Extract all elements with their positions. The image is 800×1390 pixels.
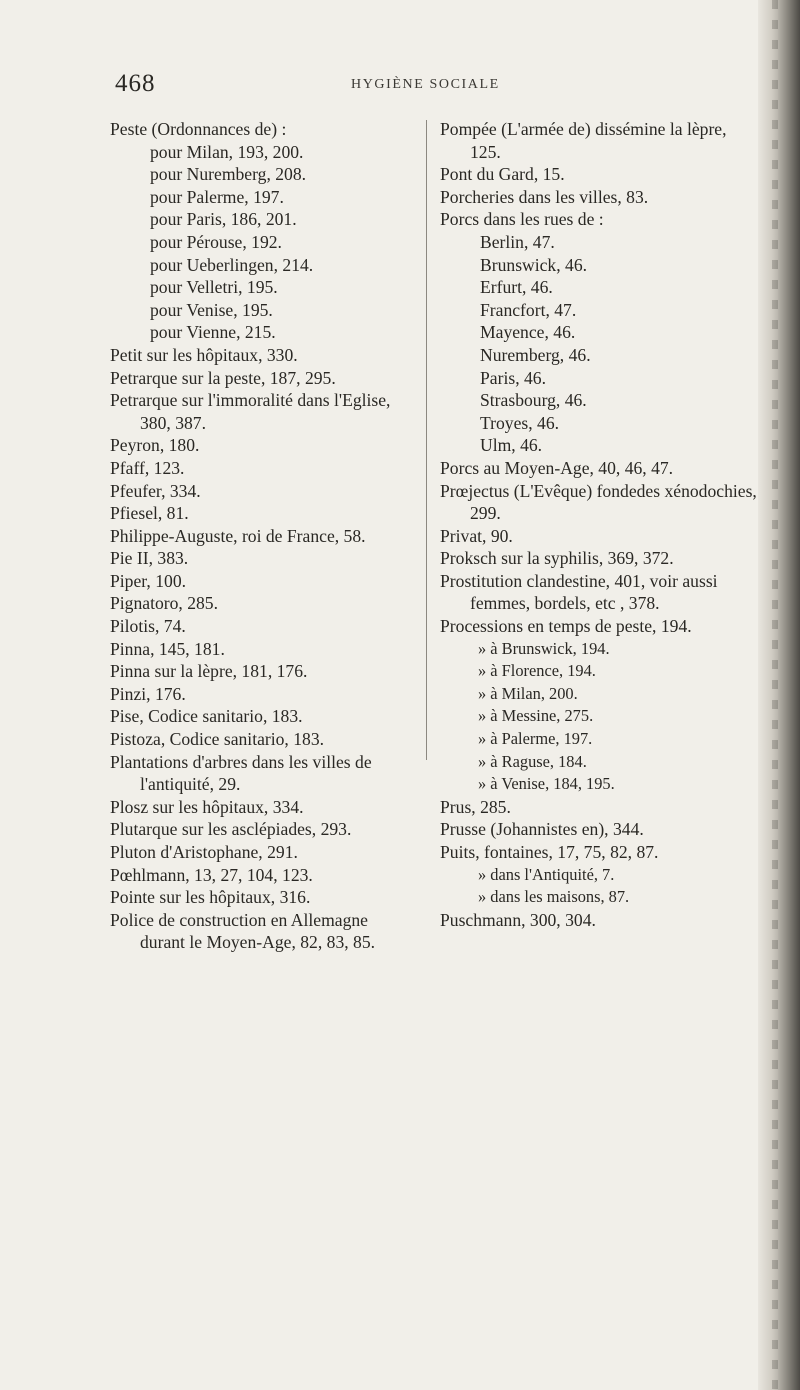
index-entry: Pointe sur les hôpitaux, 316. [110,887,311,908]
index-entry: pour Ueberlingen, 214. [150,254,314,275]
index-entry: Erfurt, 46. [480,277,553,298]
page-number: 468 [115,70,156,97]
index-entry: Ulm, 46. [480,435,543,456]
index-entry: Porcs au Moyen-Age, 40, 46, 47. [440,457,674,478]
index-entry: Nuremberg, 46. [480,344,591,365]
index-entry: Pfaff, 123. [110,457,185,478]
index-column-right [440,118,760,931]
index-entry: Porcheries dans les villes, 83. [440,186,649,207]
index-entry: » à Florence, 194. [478,661,596,681]
index-entry: Plutarque sur les asclépiades, 293. [110,819,352,840]
index-entry: » à Palerme, 197. [478,729,593,749]
index-entry: Francfort, 47. [480,299,577,320]
index-entry: Pluton d'Aristophane, 291. [110,842,298,862]
index-entry: » à Messine, 275. [478,706,594,726]
index-entry: » à Venise, 184, 195. [478,774,615,794]
index-entry: Pœhlmann, 13, 27, 104, 123. [110,864,313,885]
index-entry: Pise, Codice sanitario, 183. [110,706,303,727]
index-entry: Pilotis, 74. [110,616,186,637]
index-entry: pour Milan, 193, 200. [150,141,304,162]
index-entry: Peyron, 180. [110,435,200,456]
index-entry: pour Velletri, 195. [150,277,278,298]
index-entry: pour Pérouse, 192. [150,231,282,252]
index-column-left [110,118,410,954]
index-entry: Piper, 100. [110,570,187,591]
index-entry: Petit sur les hôpitaux, 330. [110,344,298,365]
index-entry: pour Vienne, 215. [150,322,276,343]
index-entry: Proksch sur la syphilis, 369, 372. [440,548,674,569]
index-entry: Prostitution clandestine, 401, voir aussi femmes, bordels, etc , 378. [440,570,718,614]
index-entry: Berlin, 47. [480,231,555,252]
index-entry: Pfeufer, 334. [110,480,201,501]
index-entry: Pinna, 145, 181. [110,638,225,659]
index-entry: Strasbourg, 46. [480,390,587,411]
index-entry: » à Milan, 200. [478,683,578,703]
index-entry: Troyes, 46. [480,412,560,433]
index-entry: Plantations d'arbres dans les villes de l'antiquité, 29. [110,751,372,795]
index-entry: Pinzi, 176. [110,683,186,704]
index-entry: Puschmann, 300, 304. [440,909,596,930]
index-entry: Pont du Gard, 15. [440,164,565,185]
index-entry: Plosz sur les hôpitaux, 334. [110,796,304,817]
index-entry: pour Nuremberg, 208. [150,164,307,185]
index-entry: Prus, 285. [440,796,511,817]
index-entry: Porcs dans les rues de : [440,209,604,230]
index-entry: Pignatoro, 285. [110,593,219,614]
index-entry: Prœjectus (L'Evêque) fondedes xénodochies, 299. [440,480,757,524]
index-entry: Philippe-Auguste, roi de France, 58. [110,525,366,546]
index-entry: Pie II, 383. [110,548,189,569]
index-entry: » dans les maisons, 87. [478,887,630,907]
index-entry: » dans l'Antiquité, 7. [478,864,615,884]
page-header [115,70,755,104]
index-entry: pour Palerme, 197. [150,186,284,207]
index-entry: Peste (Ordonnances de) : [110,119,287,139]
index-entry: Processions en temps de peste, 194. [440,616,692,637]
index-entry: Privat, 90. [440,525,513,546]
index-entry: Pinna sur la lèpre, 181, 176. [110,661,308,682]
index-entry: Pistoza, Codice sanitario, 183. [110,729,325,750]
index-entry: Puits, fontaines, 17, 75, 82, 87. [440,842,659,862]
index-entry: » à Raguse, 184. [478,751,587,771]
index-entry: pour Venise, 195. [150,299,273,320]
column-divider [426,120,427,760]
index-entry: Police de construction en Allemagne durant le Moyen-Age, 82, 83, 85. [110,909,376,953]
index-entry: Prusse (Johannistes en), 344. [440,819,644,840]
index-entry: pour Paris, 186, 201. [150,209,297,230]
index-entry: Pfiesel, 81. [110,503,189,524]
book-page-edge [758,0,800,1390]
index-entry: Mayence, 46. [480,322,576,343]
index-entry: Paris, 46. [480,367,546,388]
index-entry: Petrarque sur la peste, 187, 295. [110,367,336,388]
index-entry: » à Brunswick, 194. [478,638,610,658]
index-entry: Brunswick, 46. [480,254,588,275]
running-title: HYGIÈNE SOCIALE [351,77,500,92]
index-entry: Petrarque sur l'immoralité dans l'Eglise, 380, 387. [110,390,391,433]
index-entry: Pompée (L'armée de) dissémine la lèpre, 125. [440,119,727,162]
